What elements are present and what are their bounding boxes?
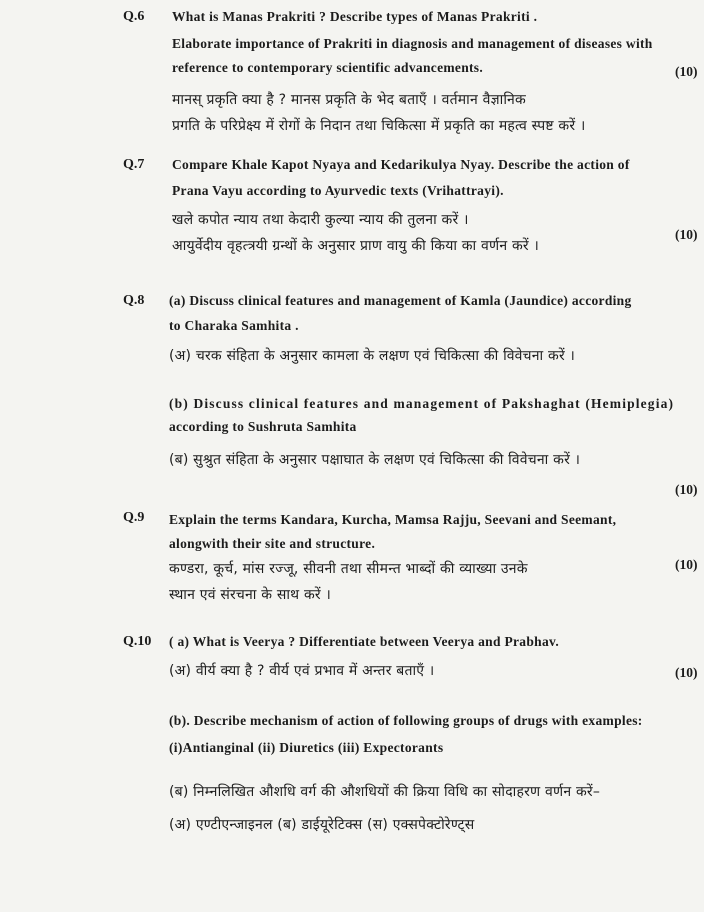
- marks-label: (10): [675, 482, 698, 497]
- question-text-en: according to Sushruta Samhita: [169, 419, 357, 434]
- question-text-en: What is Manas Prakriti ? Describe types of Manas Prakriti .: [172, 9, 538, 24]
- question-text-en: Compare Khale Kapot Nyaya and Kedarikulya Nyay. Describe the action of: [172, 157, 630, 172]
- question-text-en: Elaborate importance of Prakriti in diagnosis and management of diseases with: [172, 36, 653, 51]
- question-text-hi: स्थान एवं संरचना के साथ करें ।: [169, 587, 331, 603]
- question-text-hi: (अ) एण्टीएन्जाइनल (ब) डाईयूरेटिक्स (स) एक्सपेक्टोरेण्ट्स: [169, 817, 475, 833]
- question-text-hi: आयुर्वेदीय वृहत्त्रयी ग्रन्थों के अनुसार प्राण वायु की किया का वर्णन करें ।: [172, 238, 539, 254]
- question-text-en: alongwith their site and structure.: [169, 536, 376, 551]
- question-text-en: (a) Discuss clinical features and management of Kamla (Jaundice) according: [169, 293, 632, 308]
- question-text-hi: (अ) चरक संहिता के अनुसार कामला के लक्षण एवं चिकित्सा की विवेचना करें ।: [169, 348, 576, 364]
- question-text-hi: खले कपोत न्याय तथा केदारी कुल्या न्याय की तुलना करें ।: [172, 212, 469, 228]
- question-text-hi: मानस् प्रकृति क्या है ? मानस प्रकृति के भेद बताएँ । वर्तमान वैज्ञानिक: [172, 92, 526, 108]
- question-text-en: Prana Vayu according to Ayurvedic texts (Vrihattrayi).: [172, 183, 504, 198]
- question-text-en: ( a) What is Veerya ? Differentiate between Veerya and Prabhav.: [169, 634, 559, 649]
- question-number: Q.7: [123, 157, 145, 172]
- question-number: Q.8: [123, 293, 145, 308]
- marks-label: (10): [675, 557, 698, 572]
- question-number: Q.9: [123, 510, 145, 525]
- question-text-hi: प्रगति के परिप्रेक्ष्य में रोगों के निदान तथा चिकित्सा में प्रकृति का महत्व स्पष्ट करें ।: [172, 118, 586, 134]
- question-text-hi: (अ) वीर्य क्या है ? वीर्य एवं प्रभाव में अन्तर बताएँ ।: [169, 663, 435, 679]
- question-text-en: (b). Describe mechanism of action of following groups of drugs with examples:: [169, 713, 643, 728]
- question-text-hi: (ब) सुश्रुत संहिता के अनुसार पक्षाघात के लक्षण एवं चिकित्सा की विवेचना करें ।: [169, 452, 581, 468]
- marks-label: (10): [675, 665, 698, 680]
- question-text-hi: कण्डरा, कूर्च, मांस रज्जू, सीवनी तथा सीमन्त भाब्दों की व्याख्या उनके: [169, 561, 528, 577]
- question-text-en: reference to contemporary scientific advancements.: [172, 60, 484, 75]
- question-text-en: (i)Antianginal (ii) Diuretics (iii) Expectorants: [169, 740, 444, 755]
- marks-label: (10): [675, 227, 698, 242]
- question-number: Q.6: [123, 9, 145, 24]
- question-number: Q.10: [123, 634, 152, 649]
- question-text-en: (b) Discuss clinical features and management of Pakshaghat (Hemiplegia): [169, 396, 675, 411]
- question-text-hi: (ब) निम्नलिखित औशधि वर्ग की औशधियों की क्रिया विधि का सोदाहरण वर्णन करें–: [169, 784, 601, 800]
- question-text-en: Explain the terms Kandara, Kurcha, Mamsa Rajju, Seevani and Seemant,: [169, 512, 617, 527]
- marks-label: (10): [675, 64, 698, 79]
- question-text-en: to Charaka Samhita .: [169, 318, 299, 333]
